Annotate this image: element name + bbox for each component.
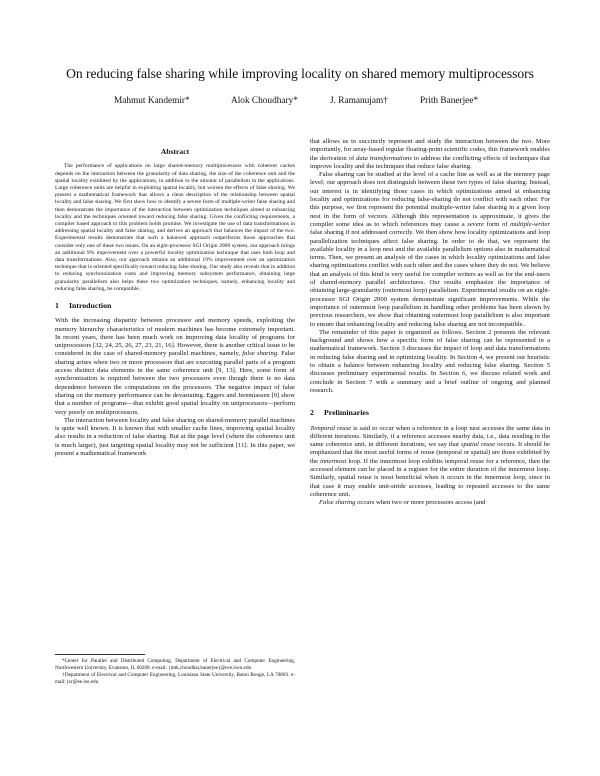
section-title: Preliminaries — [324, 408, 369, 418]
section-number: 2 — [310, 408, 314, 418]
section-heading-introduction — [55, 302, 295, 310]
left-column — [55, 148, 295, 458]
author-1: Mahmut Kandemir* — [114, 96, 190, 106]
intro-paragraph-3: that allows us to succinctly represent and study the interaction between the two. More importantly, for array-based regular floating-point scientific codes, this framework enables the derivation of data transformations to address the conflicting effects of techniques that improve locality and the techniques that reduce false sharing. — [310, 138, 550, 170]
intro-paragraph-2: The interaction between locality and false sharing on shared-memory parallel machines is quite well known. It is known that with smaller cache lines, improving spatial locality also results in a reduction of false sharing. But at the page level (where the coherence unit is much larger), just targeting spatial locality may not be sufficient [11]. In this paper, we present a mathematical framework — [55, 416, 295, 457]
intro-paragraph-1: With the increasing disparity between processor and memory speeds, exploiting the memory hierarchy characteristics of modern machines has become extremely important. In recent years, there has been much work on improving data locality of programs for uniprocessors [32, 24, 25, 26, 27, 23, 21, 16]. However, there is another critical issue to be considered in the case of shared-memory parallel machines, namely, false sharing. False sharing arises when two or more processors that are executing parallel parts of a program access distinct data elements in the same coherence unit [9, 13]. Here, some form of synchronization is required between the two processors even though there is no data dependence between the computations on the processors. The negative impact of false sharing on the memory performance can be devastating. Eggers and Jeremiassen [9] show that a number of programs—that exhibit good spatial locality on uniprocessors—perform very poorly on multiprocessors. — [55, 317, 295, 416]
intro-paragraph-4: False sharing can be studied at the level of a cache line as well as at the memory page level; our approach does not distinguish between these two types of false sharing. Instead, our interest is in identifying those cases in which optimizations aimed at enhancing locality and optimizations for reducing false-sharing do not conflict with each other. For this purpose, we first represent the potential multiple-writer false sharing in a given loop nest in the form of vectors. Although this representation is approximate, it gives the compiler some idea as to which references may cause a severe form of multiple-writer false sharing if not addressed correctly. We then show how locality optimizations and loop parallelization techniques affect false sharing. In order to do that, we represent the available locality in a loop nest and the available parallelism options also in mathematical terms. Then, we present an analysis of the cases in which locality optimizations and false sharing optimizations conflict with each other and the cases where they do not. We believe that an analysis of this kind is very useful for compiler writers as well as for the end-users of shared-memory parallel architectures. Our results emphasize the importance of obtaining large-granularity (outermost loop) parallelism. Experimental results on an eight-processor SGI Origin 2000 system demonstrate significant improvements. While the importance of outermost loop parallelism in handling other problems has been shown by previous researchers, we show that obtaining outermost loop parallelism is also important to ensure that enhancing locality and reducing false sharing are not incompatible. — [310, 171, 551, 328]
prelim-paragraph-2: False sharing occurs when two or more processors access (and — [319, 499, 486, 507]
author-3: J. Ramanujam† — [330, 96, 388, 106]
paper-title: On reducing false sharing while improving locality on shared memory multiprocessors — [66, 66, 534, 81]
author-2: Alok Choudhary* — [231, 96, 298, 106]
abstract-heading: Abstract — [160, 147, 190, 156]
footnote-1: *Center for Parallel and Distributed Computing, Department of Electrical and Computer Engineering, Northwestern University, Evanston, IL 60208. e-mail: {mtk,choudhar,banerjee}@ece.nwu.edu — [55, 658, 295, 671]
intro-paragraph-5: The remainder of this paper is organized as follows. Section 2 presents the relevant background and shows how a specific form of false sharing can be represented in a mathematical framework. Section 3 discusses the impact of loop and data transformations in reducing false sharing and in optimizing locality. In Section 4, we present our heuristic to obtain a balance between enhancing locality and reducing false sharing. Section 5 discusses preliminary experimental results. In Section 6, we discuss related work and conclude in Section 7 with a summary and a brief outline of ongoing and planned research. — [310, 328, 550, 394]
footnote-rule — [55, 654, 145, 655]
section-heading-preliminaries — [310, 409, 550, 417]
footnotes — [55, 654, 295, 686]
right-column — [310, 138, 550, 507]
author-list — [0, 96, 600, 110]
abstract-section — [55, 148, 295, 293]
section-number: 1 — [55, 300, 59, 310]
author-4: Prith Banerjee* — [420, 96, 479, 106]
abstract-text: The performance of applications on large shared-memory multiprocessors with coherent caches depends on the interaction between the granularity of data sharing, the size of the coherence unit and the spatial locality exhibited by the applications, in addition to the amount of parallelism in the applications. Large coherence units are helpful in exploiting spatial locality, but worsen the effects of false sharing. We present a mathematical framework that allows a clean description of the relationship between spatial locality and false sharing. We first show how to identify a severe form of multiple-writer false sharing and then demonstrate the importance of the interaction between optimization techniques aimed at enhancing locality and the techniques oriented toward reducing false sharing. Given the conflicting requirements, a compiler based approach to this problem holds promise. We investigate the use of data transformations in addressing spatial locality and false sharing, and derives an approach that balances the impact of the two. Experimental results demonstrate that such a balanced approach outperforms those approaches that consider only one of these two issues. On an eight-processor SGI Origin 2000 system, our approach brings an additional 9% improvement over a powerful locality optimization technique that uses both loop and data transformations. Also, our approach obtains an additional 19% improvement over an optimization technique that is oriented specifically toward reducing false sharing. Our study also reveals that in addition to reducing synchronization costs and improving memory subsystem performance, obtaining large granularity parallelism also helps these two optimization techniques, namely, enhancing locality and reducing false sharing, be compatible. — [55, 163, 295, 292]
section-title: Introduction — [69, 300, 112, 310]
prelim-paragraph-1: Temporal reuse is said to occur when a reference in a loop nest accesses the same data in different iterations. Similarly, if a reference accesses nearby data, i.e., data residing in the same coherence unit, in different iterations, we say that spatial reuse occurs. It should be emphasized that the most useful forms of reuse (temporal or spatial) are those exhibited by the innermost loop. If the innermost loop exhibits temporal reuse for a reference, then the accessed element can be placed in a register for the entire duration of the innermost loop. Similarly, spatial reuse is most beneficial when it occurs in the innermost loop, since in that case it may enable unit-stride accesses, leading to repeated accesses to the same coherence unit. — [310, 424, 550, 498]
footnote-2: †Department of Electrical and Computer Engineering, Louisiana State University, Baton Rouge, LA 70803. e-mail: jxr@ee.lsu.edu — [55, 672, 295, 685]
